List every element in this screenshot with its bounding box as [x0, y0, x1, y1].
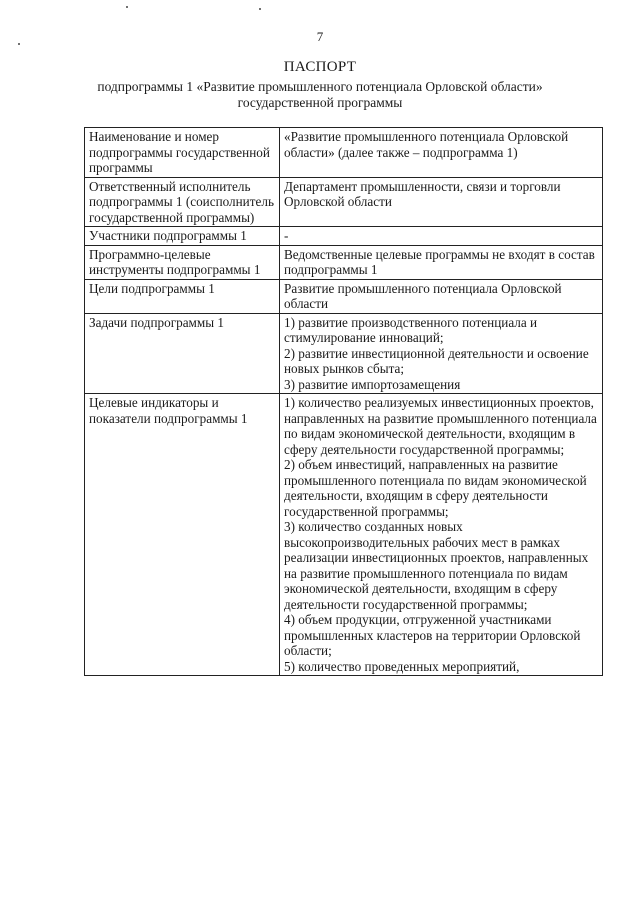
row-value-item: 4) объем продукции, отгруженной участниками промышленных кластеров на территории Орловской области; — [284, 612, 581, 658]
row-value-item: 2) объем инвестиций, направленных на развитие промышленного потенциала по видам экономической деятельности, входящим в сферу деятельности государственной программы; — [284, 457, 587, 519]
row-value-item: Ведомственные целевые программы не входят в состав подпрограммы 1 — [284, 246, 595, 277]
row-value-item: Департамент промышленности, связи и торговли Орловской области — [284, 178, 561, 209]
row-value-item: Развитие промышленного потенциала Орловской области — [284, 280, 562, 311]
row-value — [280, 128, 603, 178]
row-value-item: 5) количество проведенных мероприятий, — [284, 658, 520, 674]
subtitle-line: государственной программы — [237, 95, 403, 110]
row-value-item: 3) количество созданных новых высокопроизводительных рабочих мест в рамках реализации инвестиционных проектов, направленных на развитие промышленного потенциала по видам экономической деятельности, входящим в сферу деятельности государственной программы; — [284, 519, 589, 612]
passport-row — [85, 245, 603, 279]
passport-row — [85, 279, 603, 313]
row-value — [280, 279, 603, 313]
scan-speck — [126, 6, 128, 8]
row-value — [280, 227, 603, 246]
subtitle-line: подпрограммы 1 «Развитие промышленного потенциала Орловской области» — [97, 79, 543, 94]
passport-table-body — [85, 128, 603, 676]
scan-speck — [259, 8, 261, 10]
row-label: Ответственный исполнитель подпрограммы 1 (соисполнитель государственной программы) — [85, 177, 280, 227]
row-value-item: 1) количество реализуемых инвестиционных проектов, направленных на развитие промышленного потенциала по видам экономической деятельности, входящим в сферу деятельности государственной программы; — [284, 395, 597, 457]
row-label: Наименование и номер подпрограммы государственной программы — [85, 128, 280, 178]
row-value-item: 2) развитие инвестиционной деятельности и освоение новых рынков сбыта; — [284, 345, 589, 376]
document-title: ПАСПОРТ — [283, 59, 357, 75]
page-number: 7 — [316, 29, 324, 44]
row-label: Целевые индикаторы и показатели подпрограммы 1 — [85, 394, 280, 676]
passport-row — [85, 128, 603, 178]
row-label: Задачи подпрограммы 1 — [85, 313, 280, 394]
document-subtitle — [60, 79, 580, 111]
row-value-item: - — [284, 228, 289, 243]
passport-row — [85, 227, 603, 246]
row-value — [280, 313, 603, 394]
row-value — [280, 177, 603, 227]
row-value — [280, 394, 603, 676]
row-value-item: «Развитие промышленного потенциала Орловской области» (далее также – подпрограмма 1) — [284, 129, 569, 160]
row-value — [280, 245, 603, 279]
row-label: Программно-целевые инструменты подпрограммы 1 — [85, 245, 280, 279]
row-value-item: 3) развитие импортозамещения — [284, 376, 461, 392]
passport-row — [85, 177, 603, 227]
passport-row — [85, 394, 603, 676]
passport-table — [84, 127, 603, 676]
row-label: Участники подпрограммы 1 — [85, 227, 280, 246]
row-value-item: 1) развитие производственного потенциала и стимулирование инноваций; — [284, 314, 538, 345]
passport-row — [85, 313, 603, 394]
row-label: Цели подпрограммы 1 — [85, 279, 280, 313]
